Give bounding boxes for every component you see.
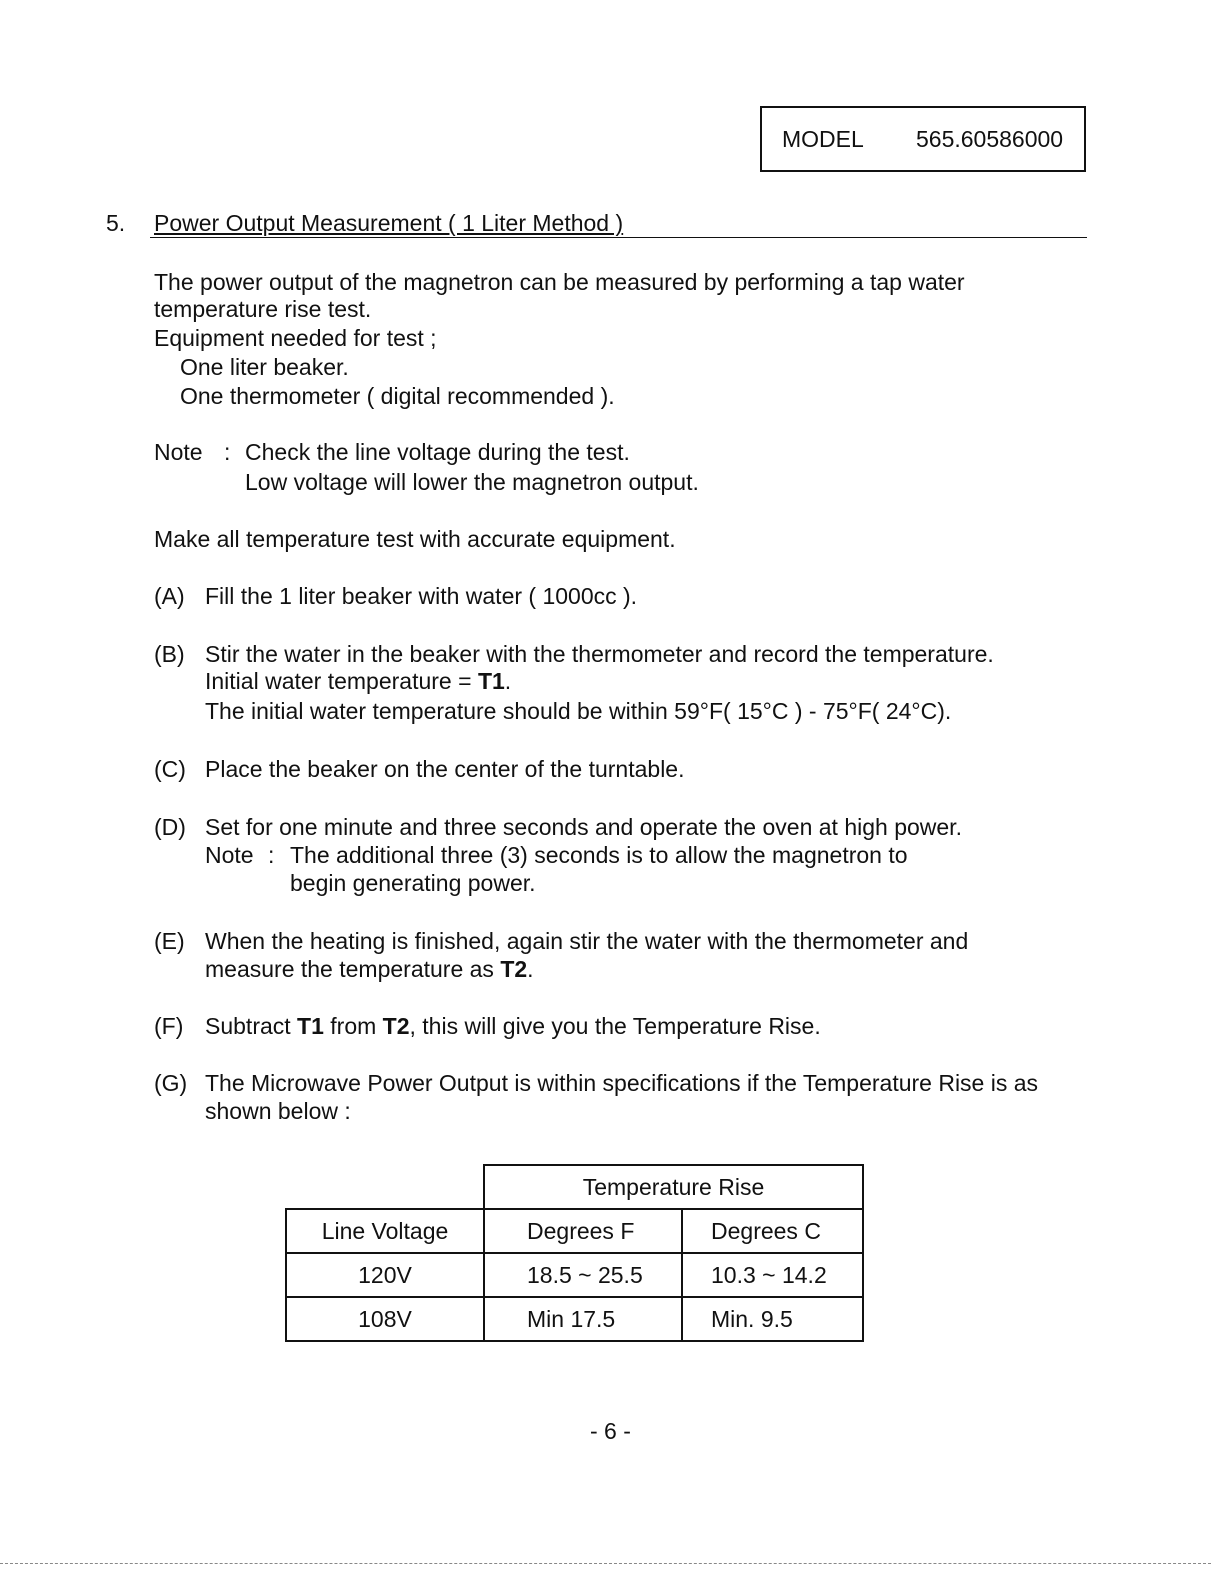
section-title: Power Output Measurement ( 1 Liter Method ) (154, 210, 624, 236)
step-b-line-2 (205, 667, 511, 695)
table-header-degrees-f: Degrees F (484, 1209, 682, 1253)
step-a-marker: (A) (154, 583, 185, 609)
note-colon: : (224, 439, 231, 465)
step-f-text (205, 1012, 821, 1040)
step-d-note-label: Note (205, 842, 254, 868)
table-cell-degrees-c: 10.3 ~ 14.2 (682, 1253, 863, 1297)
step-b-line-3: The initial water temperature should be within 59°F( 15°C ) - 75°F( 24°C). (205, 698, 952, 724)
model-label: MODEL (782, 126, 864, 152)
step-e-line-2-pre: measure the temperature as (205, 956, 501, 982)
accuracy-statement: Make all temperature test with accurate equipment. (154, 526, 676, 552)
step-b-line-1: Stir the water in the beaker with the thermometer and record the temperature. (205, 641, 994, 667)
intro-line-1: The power output of the magnetron can be measured by performing a tap water (154, 269, 965, 295)
table-header-degrees-c: Degrees C (682, 1209, 863, 1253)
note-line-2: Low voltage will lower the magnetron output. (245, 469, 699, 495)
table-cell-degrees-f: 18.5 ~ 25.5 (484, 1253, 682, 1297)
step-d-note-line-2: begin generating power. (290, 870, 536, 896)
table-cell-voltage: 120V (286, 1253, 484, 1297)
step-f-marker: (F) (154, 1013, 184, 1039)
step-g-marker: (G) (154, 1070, 188, 1096)
step-c-marker: (C) (154, 756, 186, 782)
table-cell-voltage: 108V (286, 1297, 484, 1341)
step-e-marker: (E) (154, 928, 185, 954)
step-c-text: Place the beaker on the center of the turntable. (205, 756, 685, 782)
step-a-text: Fill the 1 liter beaker with water ( 1000cc ). (205, 583, 638, 609)
step-d-note-line-1: The additional three (3) seconds is to allow the magnetron to (290, 842, 908, 868)
table-empty-cell (286, 1165, 484, 1209)
section-rule (150, 237, 1087, 238)
step-e-t2: T2 (500, 956, 528, 982)
bottom-scan-edge (0, 1563, 1211, 1564)
table-group-header: Temperature Rise (484, 1165, 863, 1209)
temperature-rise-table (285, 1164, 864, 1342)
step-f-post: , this will give you the Temperature Rise. (409, 1013, 821, 1039)
step-b-marker: (B) (154, 641, 185, 667)
step-d-line-1: Set for one minute and three seconds and operate the oven at high power. (205, 814, 962, 840)
section-number: 5. (106, 210, 126, 236)
step-g-line-2: shown below : (205, 1098, 351, 1124)
step-f-mid: from (323, 1013, 383, 1039)
table-header-row (286, 1209, 863, 1253)
step-b-line-2-pre: Initial water temperature = (205, 668, 478, 694)
table-cell-degrees-c: Min. 9.5 (682, 1297, 863, 1341)
table-header-line-voltage: Line Voltage (286, 1209, 484, 1253)
table-cell-degrees-f: Min 17.5 (484, 1297, 682, 1341)
step-f-pre: Subtract (205, 1013, 298, 1039)
table-group-header-row (286, 1165, 863, 1209)
table-row (286, 1297, 863, 1341)
intro-line-2: temperature rise test. (154, 296, 372, 322)
step-g-line-1: The Microwave Power Output is within specifications if the Temperature Rise is as (205, 1070, 1039, 1096)
step-f-t1: T1 (297, 1013, 324, 1039)
equipment-item-beaker: One liter beaker. (180, 354, 349, 380)
step-e-line-2 (205, 955, 534, 983)
step-e-line-2-post: . (527, 956, 534, 982)
step-b-line-2-post: . (504, 668, 512, 694)
equipment-heading: Equipment needed for test ; (154, 325, 437, 351)
step-e-line-1: When the heating is finished, again stir the water with the thermometer and (205, 928, 969, 954)
step-d-note-colon: : (268, 842, 275, 868)
step-b-t1: T1 (477, 668, 505, 694)
note-line-1: Check the line voltage during the test. (245, 439, 630, 465)
equipment-item-thermometer: One thermometer ( digital recommended ). (180, 383, 615, 409)
table-row (286, 1253, 863, 1297)
step-d-marker: (D) (154, 814, 186, 840)
model-number: 565.60586000 (916, 126, 1064, 152)
page-number: - 6 - (590, 1418, 631, 1444)
step-f-t2: T2 (382, 1013, 410, 1039)
note-label: Note (154, 439, 203, 465)
model-box (760, 106, 1086, 172)
